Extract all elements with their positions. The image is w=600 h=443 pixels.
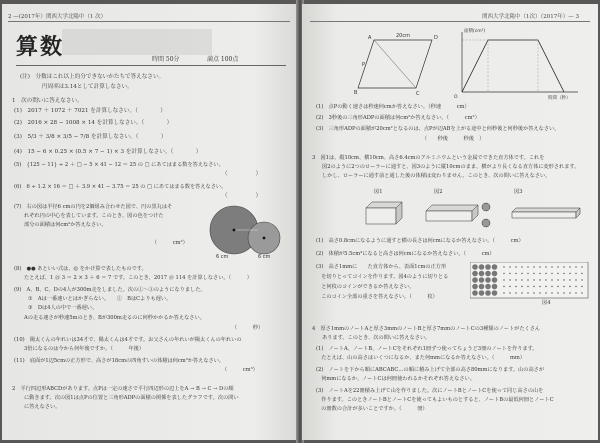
compass-figure-icon — [202, 202, 294, 260]
question-line: (3) 5/3 ＋ 3/8 × 3/5 − 7/8 を計算しなさい。（ ） — [14, 134, 167, 140]
question-line: (5) {125 − 11} ÷ 2 ＋ □ − 5 × 41 − 12 ＝ 25 の □ にあてはまる数を答えなさい。 — [14, 162, 224, 168]
question-line: (8) ●● あといい式は、◎ をかけ算で表したものです。 — [14, 266, 147, 272]
answer-blank: （ cm³） — [222, 367, 258, 373]
fig-label: B — [354, 90, 358, 96]
left-page-header: 2 —(2017年）関西大学北陽中（1 次） — [8, 14, 107, 20]
section-heading: 4 厚さ1mmのノートAと厚さ3mmのノートBと厚さ7mmのノートCの3種類のノートがたくさん — [312, 326, 541, 332]
figure-caption: 図4 — [542, 300, 551, 306]
note-line: (注) 分数はこれ以上約分できないかたちで答えなさい。 — [20, 74, 165, 80]
parallelogram-figure-icon — [354, 28, 444, 98]
question-line: 図2のように2つのローラーに通すと、図3のように縦10cmのまま、横がより長くなる直方体に変形されます。 — [322, 164, 580, 170]
question-line: あります。このとき、次の問いに答えなさい。 — [322, 335, 431, 341]
figure-caption: 図3 — [514, 189, 523, 195]
trapezoid-graph-icon — [452, 26, 582, 100]
time-label: 時間 50分 — [152, 56, 180, 63]
question-line: (3) 三角形ADPの面積が20cm²となるのは、点Pが辺ABを上がる途中と何秒後と何秒後か答えなさい。 — [316, 126, 560, 132]
question-line: (6) 6 ÷ 1.2 × 16 ＝ □ ＋ 3.9 × 41 − 3.75 ＝ 25 の □ にあてはまる数を答えなさい。 — [14, 184, 227, 190]
question-line: の冊数の合計が多いことですか。（ 冊） — [316, 406, 428, 412]
question-line: (2) 体積が5.5cm³になると高さは何cmになるか答えなさい。（ cm） — [316, 251, 495, 257]
question-line: (1) 点Pの動く速さは秒速何cmか答えなさい。（秒速 cm） — [316, 104, 470, 110]
figure-caption: 図2 — [434, 189, 443, 195]
question-line: 何mmになるか、ノートCは何冊使われるかそれぞれ答えなさい。 — [316, 376, 475, 382]
right-page — [302, 4, 598, 440]
fig-label: 6 cm — [216, 254, 229, 260]
note-line: 円周率は3.14として計算しなさい。 — [42, 84, 133, 90]
fig-label: 20cm — [396, 33, 410, 39]
answer-blank: （ cm²） — [152, 240, 188, 246]
question-line: と何枚のコインができるか答えなさい。 — [316, 284, 415, 290]
page-title: 算数 — [16, 34, 65, 60]
question-line: を切りとってコインを作ります。図4のように切りとる — [316, 274, 449, 280]
answer-blank: （ ） — [222, 171, 262, 177]
fig-label: O — [454, 95, 458, 100]
question-line: このコイン全部の重さを答えなさい。（ 枚） — [316, 294, 438, 300]
question-line: しかし、ローラーに通す前と通した後の体積は変わりません。このとき、次の問いに答えなさい。 — [322, 173, 551, 179]
right-page-header: 関西大学北陽中（1次）（2017年）— 3 — [482, 14, 579, 20]
section-heading: 1 次の問いに答えなさい。 — [12, 98, 83, 104]
question-line: 部分の面積は何cm²か答えなさい。 — [24, 222, 107, 228]
question-line: (10) 陽太くんの年れいは34才で、陽太くんは4才です。お父さんの年れいが陽太くんの年れいの — [14, 337, 242, 343]
question-line: ① Aは一番速いとはかぎらない。 ② BはCよりも遅い。 — [28, 296, 172, 302]
fig-label: 時間（秒） — [548, 96, 571, 100]
question-line: (1) ノートA、ノートB、ノートCをそれぞれ1冊ずつ使ってちょうど3冊のノートを作ります。 — [316, 346, 538, 352]
question-line: (2) 2016 × 28 − 1008 × 14 を計算しなさい。（ ） — [14, 120, 173, 126]
fig-label: A — [368, 35, 372, 41]
question-line: (3) 高さ1mmに た直方体から、表面1cmの正方形 — [316, 264, 447, 270]
roller-figure-icon — [362, 198, 582, 228]
header-rule — [8, 21, 290, 22]
question-line: (9) A、B、C、Dの4人が300m走をしました。次の①〜③のようになりました。 — [14, 287, 206, 293]
question-line: に答えなさい。 — [24, 404, 61, 410]
question-line: (11) 底面が1辺5cmの正方形で、高さが18cmの四角すいの体積は何cm³か答えなさい。 — [14, 358, 225, 364]
question-line: Aの走る速さが秒速5mのとき、Bが300m走るのに何秒かかるか答えなさい。 — [24, 315, 205, 321]
question-line: たとえば、山の高さはいくつになるか、また何mmになるか答えなさい。（ mm） — [316, 355, 526, 361]
question-line: (1) 2017 ＋ 1072 ＋ 7021 を計算しなさい。（ ） — [14, 108, 166, 114]
question-line: 3倍になるのは今から何年後ですか。（ 年後） — [24, 346, 145, 352]
question-line: たとえば、1 ＠ 3 ＝ 2 × 3 ＋ 6 ＝ 7 です。このとき、2017 ＠ 114 を計算しなさい。（ ） — [24, 275, 252, 281]
coin-grid-figure-icon — [470, 262, 590, 300]
score-label: 満点 100点 — [207, 56, 239, 63]
fig-label: C — [416, 91, 420, 97]
header-rule — [310, 21, 590, 22]
answer-blank: （ 秒） — [232, 325, 264, 331]
fig-label: P — [362, 62, 366, 68]
title-banner — [62, 29, 212, 55]
question-line: に動きます。次の図1は点Pの位置と三角形ADPの面積の関係を表したグラフです。次の問い — [24, 395, 239, 401]
section-heading: 2 平行四辺形ABCDがあります。点Pは一定の速さで平行四辺形の辺上をA → B → C → Dの順 — [12, 386, 234, 392]
figure-caption: 図1 — [374, 189, 383, 195]
question-line: ③ Dは4人の中で一番遅い。 — [28, 305, 98, 311]
title-rule — [16, 65, 286, 66]
question-line: (7) 右の図は半径6 cmの円を2個組み合わせた図で、円の黒丸はそ — [14, 204, 173, 210]
question-line: 作ります。このときノートBとノートCを使ってもよいものとすると、ノートBの最低何冊とノートC — [316, 397, 554, 403]
answer-blank: （ 秒後 秒後 ） — [422, 136, 485, 142]
fig-label: D — [434, 35, 438, 41]
fig-label: 面積(cm²) — [464, 29, 486, 34]
question-line: (4) 15 − 6 × 0.25 × (0.5 × 7 − 1) × 3 を計算しなさい。（ ） — [14, 149, 202, 155]
section-heading: 3 図1は、縦10cm、横10cm、高さ6.4cmのアルミニウムという金属でできた直方体です。これを — [312, 155, 545, 161]
left-page — [2, 4, 298, 440]
fig-label: 6 cm — [258, 254, 271, 260]
question-line: (3) ノートAを22冊積み上げて山を作りました。次にノートBとノートCを使って同じ高さの山を — [316, 388, 544, 394]
question-line: (1) 高さ0.8cmになるように通すと横の長さは何cmになるか答えなさい。（ cm） — [316, 238, 524, 244]
question-line: れぞれ円の中心を表しています。このとき、図の色をつけた — [24, 213, 164, 219]
answer-blank: （ ） — [222, 193, 262, 199]
question-line: (2) ノートを下から順にABCABC…の順に積み上げて全部の高さ80mmになります。山の高さが — [316, 367, 545, 373]
question-line: (2) 3秒後の三角形ADPの面積は何cm²か答えなさい。（ cm²） — [316, 115, 480, 121]
